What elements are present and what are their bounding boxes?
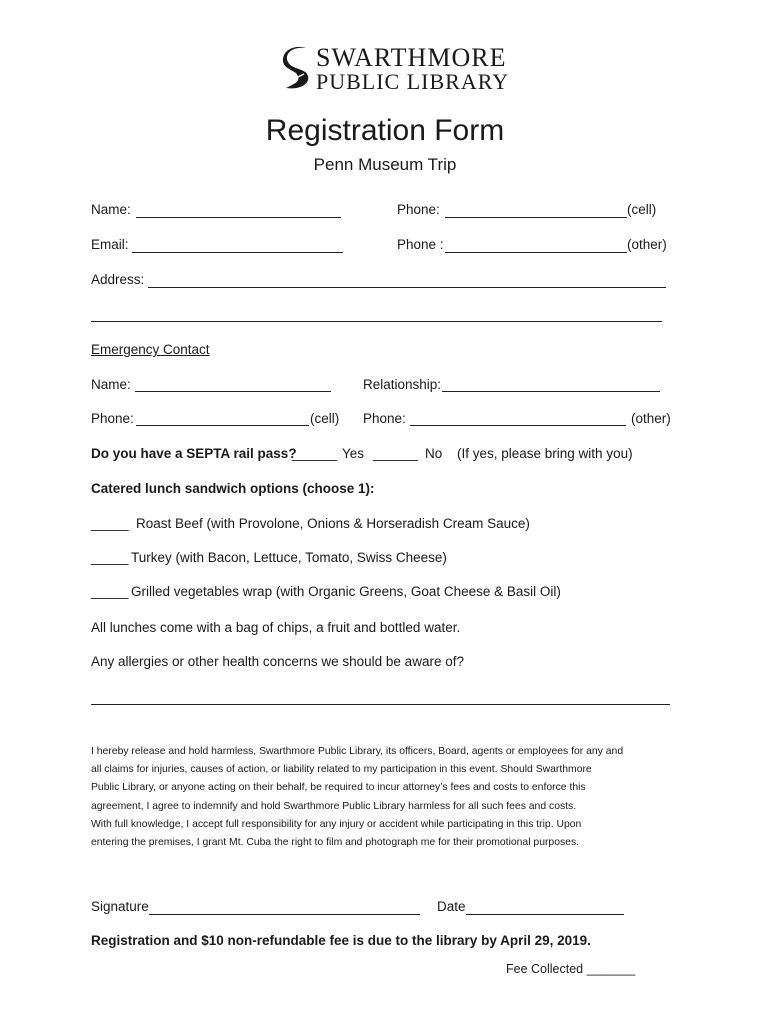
waiver-line: I hereby release and hold harmless, Swarthmore Public Library, its officers, Board, agents or employees for any and xyxy=(91,746,624,757)
address-field-line-1[interactable] xyxy=(148,287,666,288)
septa-yes-label: Yes xyxy=(342,446,365,461)
waiver-line: entering the premises, I grant Mt. Cuba the right to film and photograph me for their promotional purposes. xyxy=(91,837,580,849)
phone-other-label: Phone : xyxy=(397,237,444,252)
waiver-line: all claims for injuries, causes of action, or liability related to my participation in this event. Should Swarthmore xyxy=(91,764,592,776)
emergency-phone-other-field[interactable] xyxy=(410,425,626,426)
signature-field[interactable] xyxy=(149,914,420,915)
email-label: Email: xyxy=(91,237,129,252)
cell-suffix: (cell) xyxy=(627,202,657,217)
emergency-phone-cell-label: Phone: xyxy=(91,411,134,426)
form-title: Registration Form xyxy=(265,114,505,147)
phone-cell-field[interactable] xyxy=(445,217,627,218)
lunch-option-label: Turkey (with Bacon, Lettuce, Tomato, Swiss Cheese) xyxy=(131,550,447,565)
emergency-other-suffix: (other) xyxy=(631,411,671,426)
emergency-name-field[interactable] xyxy=(135,391,331,392)
logo-line-2: PUBLIC LIBRARY xyxy=(316,69,510,94)
lunch-option-label: Roast Beef (with Provolone, Onions & Horseradish Cream Sauce) xyxy=(136,516,530,531)
address-field-line-2[interactable] xyxy=(91,321,662,322)
fee-collected: Fee Collected _______ xyxy=(506,962,636,976)
septa-no-blank[interactable]: ______ xyxy=(373,446,419,461)
signature-label: Signature xyxy=(91,899,149,914)
date-label: Date xyxy=(437,899,466,914)
waiver-line: Public Library, or anyone acting on their behalf, be required to incur attorney’s fees and costs to enforce this xyxy=(91,782,586,794)
septa-yes-blank[interactable]: ______ xyxy=(292,446,338,461)
logo-line-1: SWARTHMORE xyxy=(316,43,507,72)
emergency-phone-other-label: Phone: xyxy=(363,411,406,426)
relationship-field[interactable] xyxy=(442,391,660,392)
leaf-s-icon xyxy=(280,44,314,92)
lunch-option-blank[interactable]: _____ xyxy=(91,550,129,565)
allergies-question: Any allergies or other health concerns we should be aware of? xyxy=(91,654,464,669)
lunch-option-blank[interactable]: _____ xyxy=(91,516,129,531)
emergency-contact-heading: Emergency Contact xyxy=(91,342,210,357)
emergency-phone-cell-field[interactable] xyxy=(136,425,309,426)
other-suffix: (other) xyxy=(627,237,667,252)
phone-other-field[interactable] xyxy=(445,252,627,253)
phone-cell-label: Phone: xyxy=(397,202,440,217)
address-label: Address: xyxy=(91,272,145,287)
form-subtitle: Penn Museum Trip xyxy=(313,155,457,174)
septa-question: Do you have a SEPTA rail pass? xyxy=(91,446,297,461)
release-waiver xyxy=(91,743,691,852)
lunch-note: All lunches come with a bag of chips, a fruit and bottled water. xyxy=(91,620,461,635)
waiver-line: With full knowledge, I accept full responsibility for any injury or accident while participating in this trip. Upon xyxy=(91,818,582,830)
lunch-option-blank[interactable]: _____ xyxy=(91,584,129,599)
septa-note: (If yes, please bring with you) xyxy=(457,446,633,461)
allergies-field[interactable] xyxy=(91,704,670,705)
emergency-cell-suffix: (cell) xyxy=(310,411,340,426)
name-field[interactable] xyxy=(136,217,341,218)
date-field[interactable] xyxy=(466,914,624,915)
fee-notice: Registration and $10 non-refundable fee is due to the library by April 29, 2019. xyxy=(91,933,591,948)
logo-wordmark xyxy=(316,45,509,93)
septa-no-label: No xyxy=(425,446,443,461)
lunch-option-label: Grilled vegetables wrap (with Organic Greens, Goat Cheese & Basil Oil) xyxy=(131,584,561,599)
lunch-heading: Catered lunch sandwich options (choose 1): xyxy=(91,481,375,496)
waiver-line: agreement, I agree to indemnify and hold Swarthmore Public Library harmless for all such fees and costs. xyxy=(91,800,577,812)
email-field[interactable] xyxy=(132,252,343,253)
name-label: Name: xyxy=(91,202,131,217)
relationship-label: Relationship: xyxy=(363,377,442,392)
emergency-name-label: Name: xyxy=(91,377,131,392)
